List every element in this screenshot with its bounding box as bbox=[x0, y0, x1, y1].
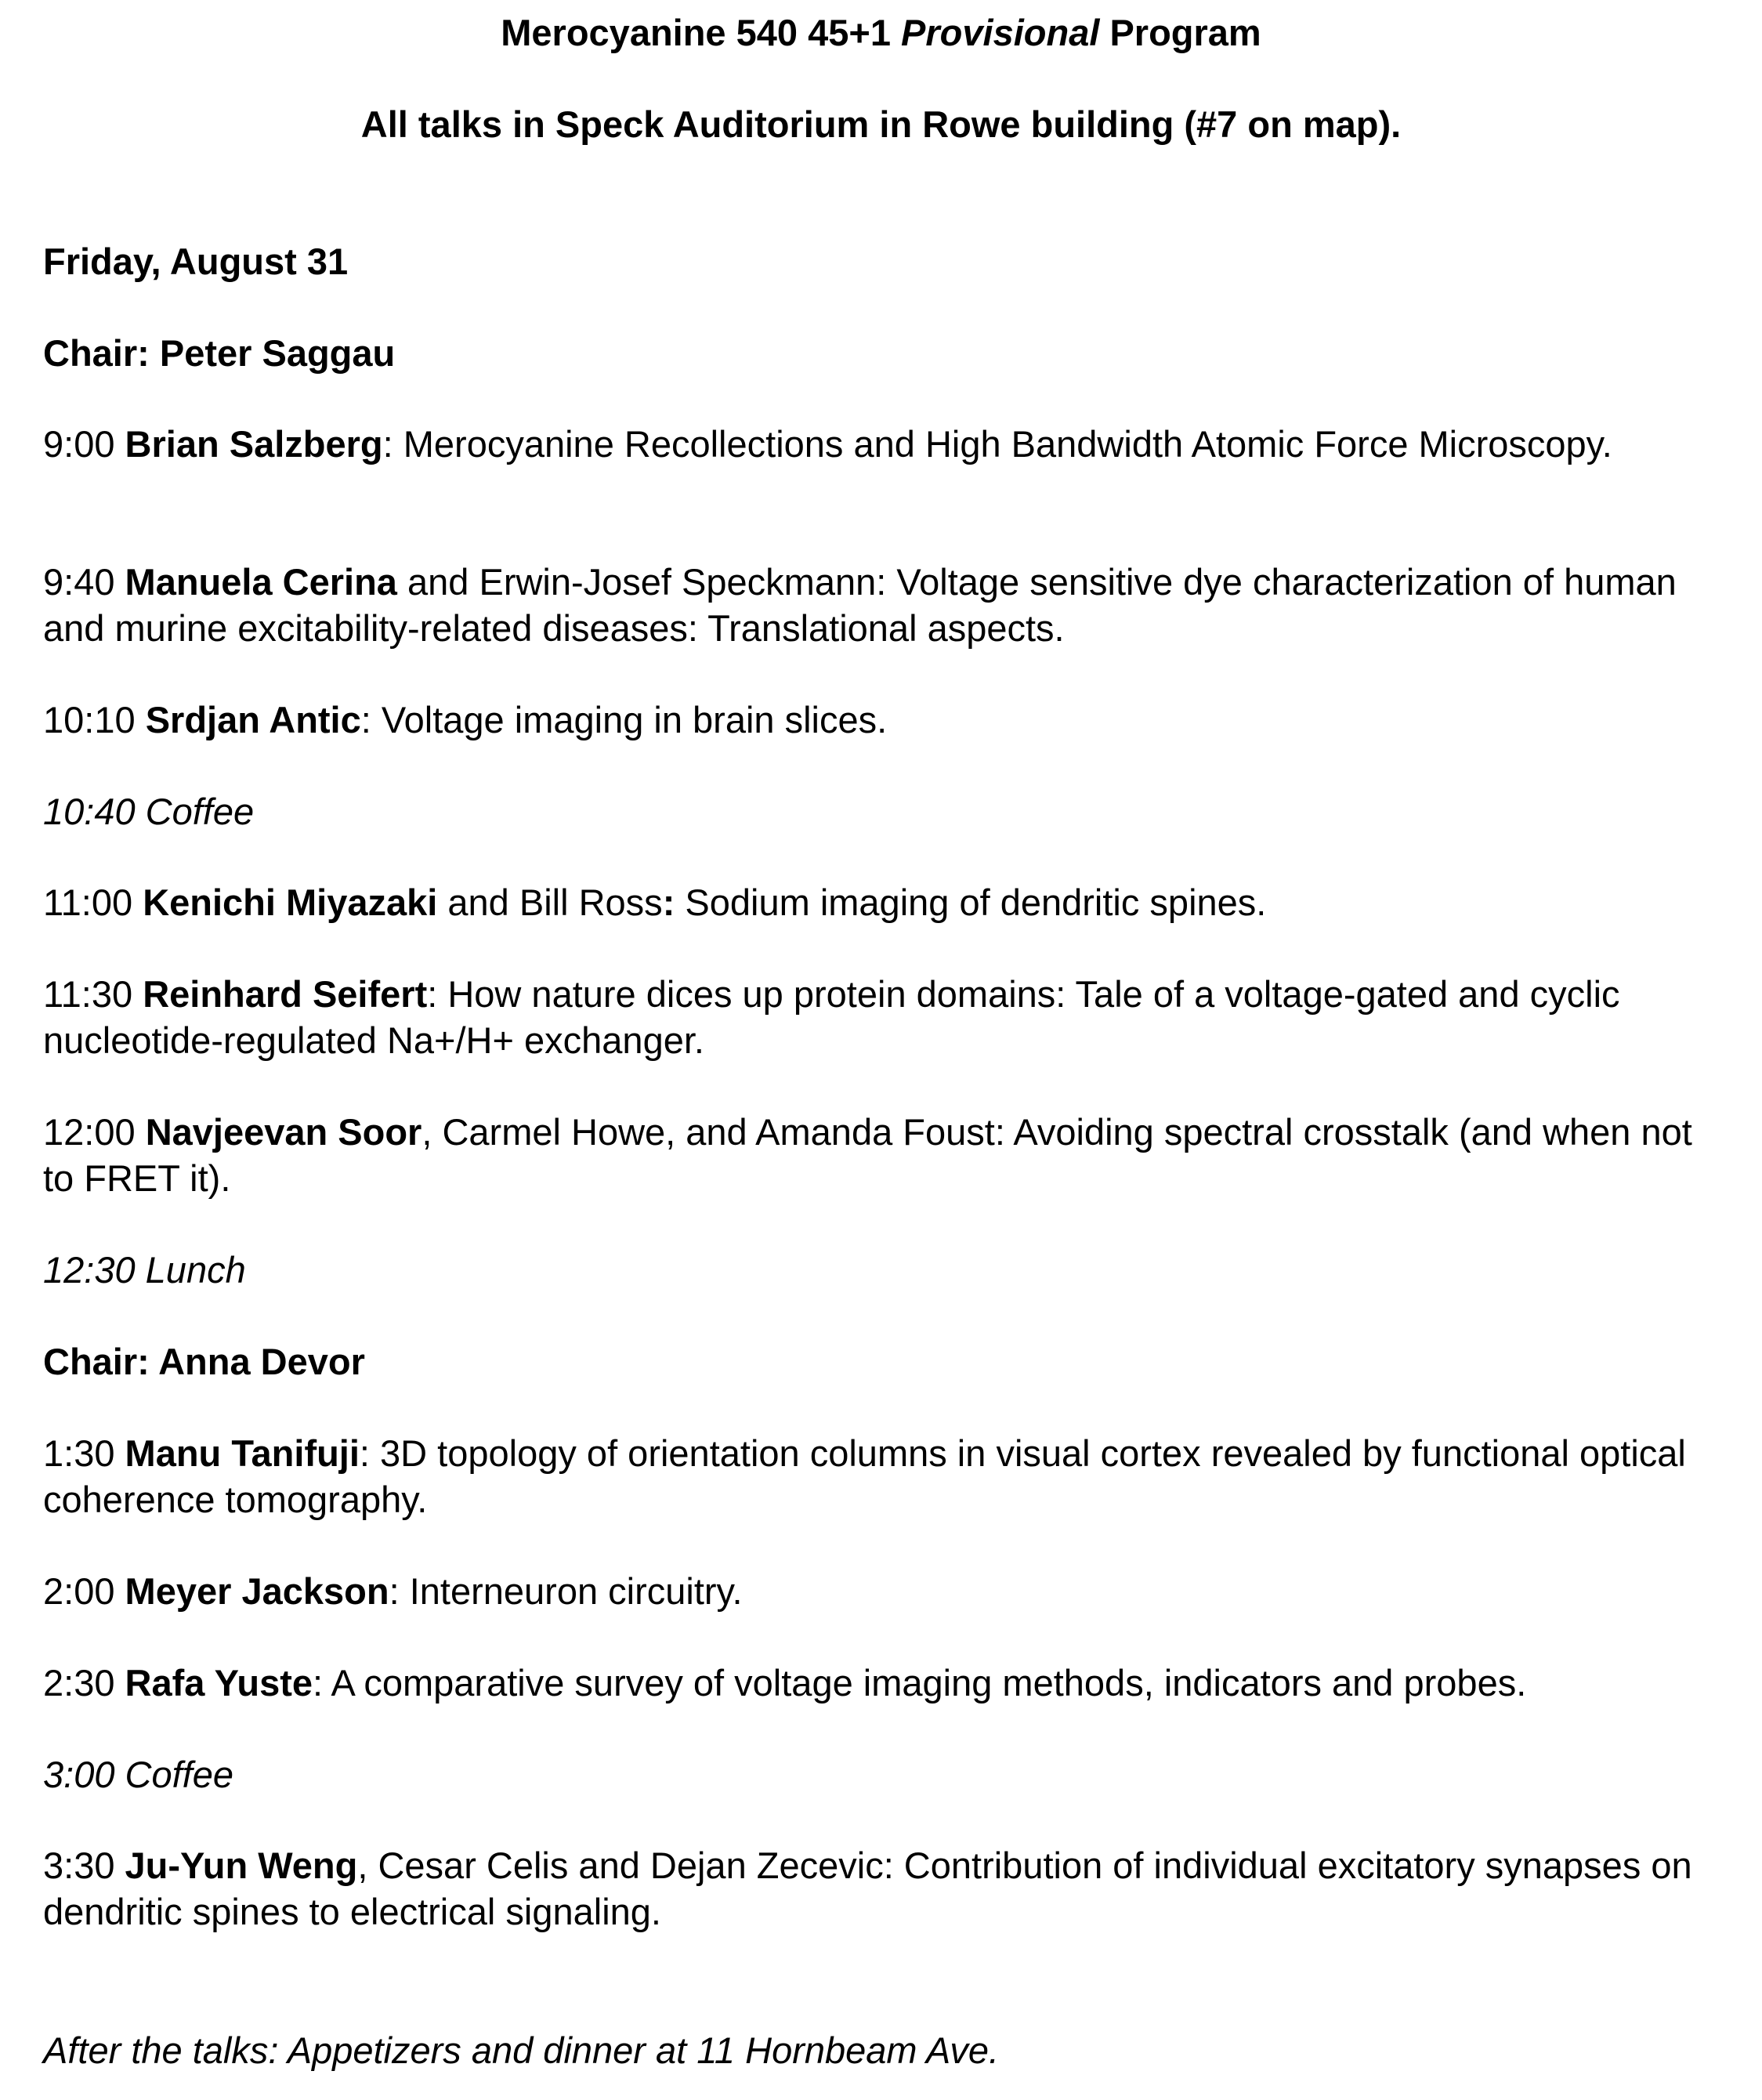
talk-speaker: Kenichi Miyazaki bbox=[143, 882, 438, 923]
talk-item bbox=[43, 1660, 1728, 1706]
coffee-break-1: 10:40 Coffee bbox=[43, 791, 255, 832]
talk-details: Sodium imaging of dendritic spines. bbox=[675, 882, 1267, 923]
talk-speaker: Manu Tanifuji bbox=[125, 1432, 360, 1474]
talk-details: : How nature dices up protein domains: Tale of a voltage-gated and cyclic nucleotide-regulated Na+/H+ exchanger. bbox=[43, 973, 1620, 1061]
talk-item bbox=[43, 971, 1728, 1063]
talk-item bbox=[43, 879, 1728, 925]
talk-time: 11:30 bbox=[43, 973, 143, 1015]
talk-item bbox=[43, 421, 1728, 467]
talk-speaker: Reinhard Seifert bbox=[143, 973, 428, 1015]
talk-time: 3:30 bbox=[43, 1845, 125, 1886]
title-prefix: Merocyanine 540 45+1 bbox=[501, 12, 902, 53]
title-suffix: Program bbox=[1099, 12, 1261, 53]
talk-time: 2:30 bbox=[43, 1662, 125, 1704]
talk-item bbox=[43, 1430, 1728, 1522]
chair-heading-1: Chair: Peter Saggau bbox=[43, 332, 396, 374]
day-heading: Friday, August 31 bbox=[43, 241, 349, 282]
talk-item bbox=[43, 697, 1728, 743]
talk-details: : Voltage imaging in brain slices. bbox=[360, 699, 888, 740]
after-talks-note: After the talks: Appetizers and dinner at 11 Hornbeam Ave. bbox=[43, 2029, 1000, 2071]
talk-coauthor: and Bill Ross bbox=[437, 882, 663, 923]
talk-time: 2:00 bbox=[43, 1570, 125, 1612]
talk-speaker: Meyer Jackson bbox=[125, 1570, 389, 1612]
talk-time: 11:00 bbox=[43, 882, 143, 923]
talk-item bbox=[43, 559, 1728, 651]
talk-speaker: Navjeevan Soor bbox=[145, 1111, 422, 1153]
talk-speaker: Ju-Yun Weng bbox=[125, 1845, 358, 1886]
talk-time: 9:40 bbox=[43, 561, 125, 603]
chair-heading-2: Chair: Anna Devor bbox=[43, 1341, 365, 1382]
coffee-break-2: 3:00 Coffee bbox=[43, 1754, 234, 1795]
talk-item bbox=[43, 1842, 1728, 1935]
talk-item bbox=[43, 1109, 1728, 1201]
talk-details: and Erwin-Josef Speckmann: Voltage sensitive dye characterization of human and murine excitability-related diseases: Translational aspects. bbox=[43, 561, 1677, 649]
talk-time: 9:00 bbox=[43, 423, 125, 465]
talk-details: , Cesar Celis and Dejan Zecevic: Contribution of individual excitatory synapses on dendritic spines to electrical signaling. bbox=[43, 1845, 1692, 1932]
program-title bbox=[0, 9, 1762, 56]
talk-speaker: Srdjan Antic bbox=[145, 699, 361, 740]
talk-speaker: Brian Salzberg bbox=[125, 423, 383, 465]
talk-details: : Interneuron circuitry. bbox=[389, 1570, 743, 1612]
talk-speaker: Manuela Cerina bbox=[125, 561, 397, 603]
lunch-break: 12:30 Lunch bbox=[43, 1249, 246, 1291]
talk-speaker: Rafa Yuste bbox=[125, 1662, 313, 1704]
title-italic: Provisional bbox=[901, 12, 1100, 53]
talk-time: 12:00 bbox=[43, 1111, 146, 1153]
talk-details: : 3D topology of orientation columns in visual cortex revealed by functional optical coherence tomography. bbox=[43, 1432, 1686, 1520]
talk-details: : Merocyanine Recollections and High Bandwidth Atomic Force Microscopy. bbox=[382, 423, 1612, 465]
talk-details: , Carmel Howe, and Amanda Foust: Avoiding spectral crosstalk (and when not to FRET it). bbox=[43, 1111, 1692, 1199]
talk-item bbox=[43, 1568, 1728, 1614]
venue-line: All talks in Speck Auditorium in Rowe building (#7 on map). bbox=[360, 103, 1402, 145]
talk-details: : A comparative survey of voltage imaging methods, indicators and probes. bbox=[313, 1662, 1527, 1704]
talk-time: 10:10 bbox=[43, 699, 146, 740]
talk-colon: : bbox=[662, 882, 675, 923]
talk-time: 1:30 bbox=[43, 1432, 125, 1474]
